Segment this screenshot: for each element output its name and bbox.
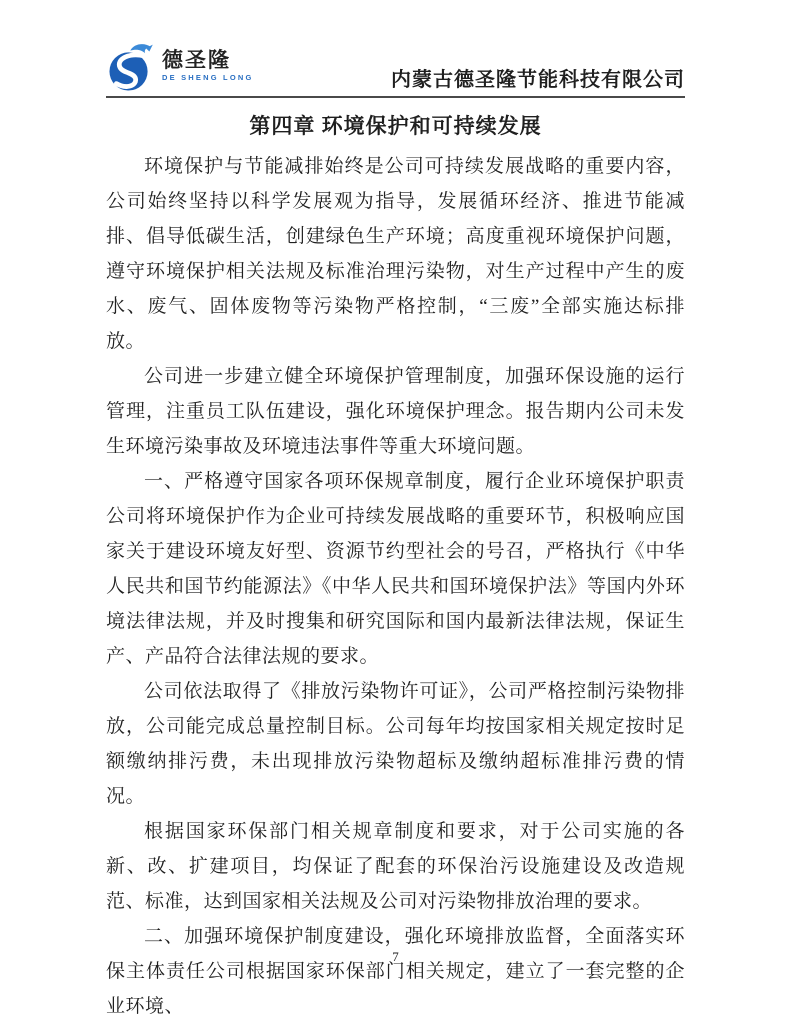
logo-text	[162, 50, 254, 82]
company-logo	[106, 42, 254, 94]
paragraph-5: 根据国家环保部门相关规章制度和要求，对于公司实施的各新、改、扩建项目，均保证了配套的环保治污设施建设及改造规范、标准，达到国家相关法规及公司对污染物排放治理的要求。	[106, 821, 685, 912]
company-name: 内蒙古德圣隆节能科技有限公司	[391, 69, 685, 91]
paragraph-3: 一、严格遵守国家各项环保规章制度，履行企业环境保护职责公司将环境保护作为企业可持续发展战略的重要环节，积极响应国家关于建设环境友好型、资源节约型社会的号召，严格执行《中华人民共和国节约能源法》《中华人民共和国环境保护法》等国内外环境法律法规，并及时搜集和研究国际和国内最新法律法规，保证生产、产品符合法律法规的要求。	[106, 471, 685, 667]
logo-subtitle: DE SHENG LONG	[162, 73, 254, 83]
paragraph-2: 公司进一步建立健全环境保护管理制度，加强环保设施的运行管理，注重员工队伍建设，强化环境保护理念。报告期内公司未发生环境污染事故及环境违法事件等重大环境问题。	[106, 366, 685, 457]
header-divider	[106, 96, 685, 98]
chapter-title: 第四章 环境保护和可持续发展	[249, 114, 542, 138]
document-body	[106, 149, 685, 1024]
paragraph-1: 环境保护与节能减排始终是公司可持续发展战略的重要内容，公司始终坚持以科学发展观为指导，发展循环经济、推进节能减排、倡导低碳生活，创建绿色生产环境；高度重视环境保护问题，遵守环境保护相关法规及标准治理污染物，对生产过程中产生的废水、废气、固体废物等污染物严格控制，“三废”全部实施达标排放。	[106, 156, 685, 352]
page-header	[106, 36, 685, 94]
page-number: 7	[392, 949, 399, 964]
dragon-logo-icon	[106, 42, 158, 94]
logo-name: 德圣隆	[162, 49, 231, 73]
paragraph-4: 公司依法取得了《排放污染物许可证》，公司严格控制污染物排放，公司能完成总量控制目标。公司每年均按国家相关规定按时足额缴纳排污费，未出现排放污染物超标及缴纳超标准排污费的情况。	[106, 681, 685, 807]
paragraph-6: 二、加强环境保护制度建设，强化环境排放监督，全面落实环保主体责任公司根据国家环保部门相关规定，建立了一套完整的企业环境、	[106, 926, 685, 1017]
page-footer	[0, 948, 791, 966]
